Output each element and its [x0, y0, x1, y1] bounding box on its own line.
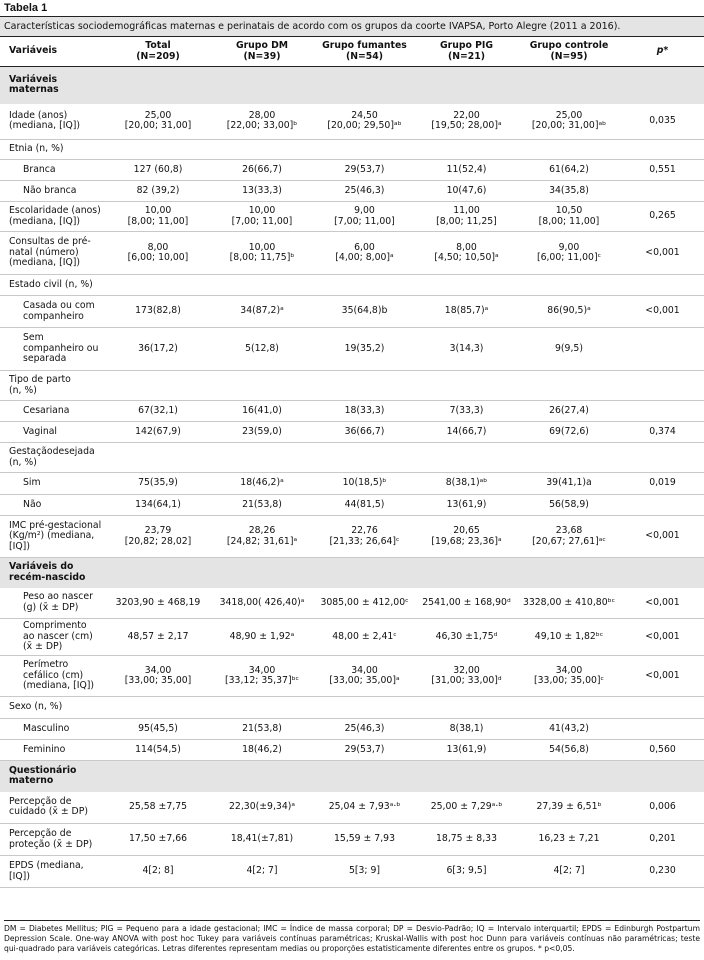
cell-value: 20,65 [19,68; 23,36]ᵃ [416, 516, 517, 558]
table-row [0, 443, 704, 473]
cell-value: 13(33,3) [211, 181, 313, 202]
row-label: Perímetro cefálico (cm) (mediana, [IQ]) [0, 656, 105, 697]
cell-value: 39(41,1)a [517, 473, 621, 495]
row-label: Sim [0, 473, 105, 495]
cell-value: 26(27,4) [517, 401, 621, 422]
cell-value: 23,68 [20,67; 27,61]ᵃᶜ [517, 516, 621, 558]
table-row [0, 495, 704, 516]
cell-value: 4[2; 7] [517, 856, 621, 888]
cell-value: 82 (39,2) [105, 181, 211, 202]
cell-value: 29(53,7) [313, 160, 416, 181]
cell-value: 5[3; 9] [313, 856, 416, 888]
table-row [0, 140, 704, 160]
cell-value: 21(53,8) [211, 495, 313, 516]
p-value [621, 371, 704, 401]
cell-value [211, 697, 313, 719]
cell-value: 18,41(±7,81) [211, 824, 313, 856]
header-grupo-dm: Grupo DM (N=39) [211, 37, 313, 67]
p-value: 0,374 [621, 422, 704, 443]
cell-value: 3203,90 ± 468,19 [105, 588, 211, 619]
cell-value: 23,79 [20,82; 28,02] [105, 516, 211, 558]
cell-value: 17,50 ±7,66 [105, 824, 211, 856]
cell-value: 2541,00 ± 168,90ᵈ [416, 588, 517, 619]
cell-value: 9,00 [6,00; 11,00]ᶜ [517, 232, 621, 275]
cell-value: 75(35,9) [105, 473, 211, 495]
cell-value: 10,50 [8,00; 11,00] [517, 202, 621, 232]
p-value: <0,001 [621, 516, 704, 558]
cell-value [517, 371, 621, 401]
table-row [0, 202, 704, 232]
section-label: Variáveis maternas [0, 67, 704, 104]
cell-value: 56(58,9) [517, 495, 621, 516]
header-grupo-pig: Grupo PIG (N=21) [416, 37, 517, 67]
cell-value: 10(47,6) [416, 181, 517, 202]
row-label: Percepção de cuidado (x̄ ± DP) [0, 792, 105, 824]
cell-value [517, 140, 621, 160]
cell-value: 46,30 ±1,75ᵈ [416, 619, 517, 656]
row-label: Branca [0, 160, 105, 181]
table-label: Tabela 1 [4, 2, 48, 14]
table-row [0, 104, 704, 140]
row-label: Casada ou com companheiro [0, 296, 105, 328]
p-value: 0,551 [621, 160, 704, 181]
table-body [0, 67, 704, 888]
cell-value: 25,04 ± 7,93ᵃ·ᵇ [313, 792, 416, 824]
table-row [0, 697, 704, 719]
header-grupo-controle: Grupo controle (N=95) [517, 37, 621, 67]
cell-value: 14(66,7) [416, 422, 517, 443]
cell-value: 36(17,2) [105, 328, 211, 371]
cell-value: 26(66,7) [211, 160, 313, 181]
cell-value [416, 697, 517, 719]
header-total: Total (N=209) [105, 37, 211, 67]
cell-value: 41(43,2) [517, 719, 621, 740]
p-value: <0,001 [621, 232, 704, 275]
p-value: 0,560 [621, 740, 704, 761]
row-label: Escolaridade (anos) (mediana, [IQ]) [0, 202, 105, 232]
p-value: 0,019 [621, 473, 704, 495]
cell-value: 19(35,2) [313, 328, 416, 371]
p-value [621, 140, 704, 160]
row-label: Vaginal [0, 422, 105, 443]
table-row [0, 422, 704, 443]
table-row [0, 473, 704, 495]
cell-value: 10,00 [8,00; 11,75]ᵇ [211, 232, 313, 275]
table-caption: Características sociodemográficas maternas e perinatais de acordo com os grupos da coorte IVAPSA, Porto Alegre (2011 a 2016). [0, 16, 704, 37]
cell-value: 18(33,3) [313, 401, 416, 422]
table-row [0, 719, 704, 740]
table-row [0, 232, 704, 275]
p-value: <0,001 [621, 296, 704, 328]
cell-value: 25(46,3) [313, 181, 416, 202]
cell-value: 11,00 [8,00; 11,25] [416, 202, 517, 232]
row-label: EPDS (mediana, [IQ]) [0, 856, 105, 888]
p-value: 0,230 [621, 856, 704, 888]
cell-value: 22,30(±9,34)ᵃ [211, 792, 313, 824]
table-row [0, 824, 704, 856]
cell-value: 15,59 ± 7,93 [313, 824, 416, 856]
cell-value [211, 140, 313, 160]
cell-value: 3(14,3) [416, 328, 517, 371]
cell-value [105, 275, 211, 296]
p-value [621, 697, 704, 719]
data-table [0, 37, 704, 888]
cell-value: 67(32,1) [105, 401, 211, 422]
cell-value: 127 (60,8) [105, 160, 211, 181]
cell-value: 22,00 [19,50; 28,00]ᵃ [416, 104, 517, 140]
row-label: Etnia (n, %) [0, 140, 105, 160]
row-label: Comprimento ao nascer (cm) (x̄ ± DP) [0, 619, 105, 656]
table-row [0, 856, 704, 888]
cell-value: 25,00 [20,00; 31,00]ᵃᵇ [517, 104, 621, 140]
cell-value: 16(41,0) [211, 401, 313, 422]
cell-value: 16,23 ± 7,21 [517, 824, 621, 856]
row-label: Gestaçãodesejada (n, %) [0, 443, 105, 473]
table-row [0, 181, 704, 202]
p-value [621, 719, 704, 740]
cell-value: 3085,00 ± 412,00ᶜ [313, 588, 416, 619]
cell-value [105, 371, 211, 401]
cell-value [416, 443, 517, 473]
cell-value: 134(64,1) [105, 495, 211, 516]
cell-value: 25,58 ±7,75 [105, 792, 211, 824]
row-label: Cesariana [0, 401, 105, 422]
cell-value: 44(81,5) [313, 495, 416, 516]
cell-value [517, 697, 621, 719]
row-label: IMC pré-gestacional (Kg/m²) (mediana, [IQ]) [0, 516, 105, 558]
row-label: Idade (anos) (mediana, [IQ]) [0, 104, 105, 140]
table-row [0, 588, 704, 619]
table-footnote: DM = Diabetes Mellitus; PIG = Pequeno para a idade gestacional; IMC = Índice de massa corporal; DP = Desvio-Padrão; IQ = Intervalo interquartil; EPDS = Edinburgh Postpartum Depression Scale. One-way ANOVA with post hoc Tukey para variáveis contínuas paramétricas; Kruskal-Wallis with post hoc Dunn para variáveis contínuas não paramétricas; teste qui-quadrado para variáveis categóricas. Letras diferentes representam medias ou proporções estatisticamente diferentes entre os grupos. * p<0,05. [4, 920, 700, 954]
p-value: <0,001 [621, 656, 704, 697]
cell-value: 8,00 [6,00; 10,00] [105, 232, 211, 275]
cell-value [105, 443, 211, 473]
p-value: 0,006 [621, 792, 704, 824]
row-label: Feminino [0, 740, 105, 761]
p-value [621, 443, 704, 473]
cell-value: 18(85,7)ᵃ [416, 296, 517, 328]
cell-value: 61(64,2) [517, 160, 621, 181]
cell-value: 10,00 [8,00; 11,00] [105, 202, 211, 232]
cell-value [211, 275, 313, 296]
table-header-row [0, 37, 704, 67]
header-grupo-fumantes: Grupo fumantes (N=54) [313, 37, 416, 67]
cell-value [517, 275, 621, 296]
section-label: Questionário materno [0, 761, 704, 792]
cell-value [416, 140, 517, 160]
p-value: 0,035 [621, 104, 704, 140]
cell-value [313, 697, 416, 719]
row-label: Peso ao nascer (g) (x̄ ± DP) [0, 588, 105, 619]
table-row [0, 328, 704, 371]
cell-value: 18,75 ± 8,33 [416, 824, 517, 856]
cell-value [105, 697, 211, 719]
section-header-row [0, 761, 704, 792]
row-label: Tipo de parto (n, %) [0, 371, 105, 401]
cell-value: 48,90 ± 1,92ᵃ [211, 619, 313, 656]
table-row [0, 516, 704, 558]
cell-value: 34,00 [33,12; 35,37]ᵇᶜ [211, 656, 313, 697]
row-label: Masculino [0, 719, 105, 740]
section-label: Variáveis do recém-nascido [0, 558, 704, 588]
cell-value: 29(53,7) [313, 740, 416, 761]
cell-value: 142(67,9) [105, 422, 211, 443]
table-row [0, 296, 704, 328]
p-value [621, 401, 704, 422]
cell-value: 25(46,3) [313, 719, 416, 740]
cell-value: 5(12,8) [211, 328, 313, 371]
cell-value: 11(52,4) [416, 160, 517, 181]
cell-value: 3328,00 ± 410,80ᵇᶜ [517, 588, 621, 619]
table-row [0, 401, 704, 422]
cell-value: 28,00 [22,00; 33,00]ᵇ [211, 104, 313, 140]
cell-value: 3418,00( 426,40)ᵃ [211, 588, 313, 619]
p-value: 0,201 [621, 824, 704, 856]
cell-value: 10(18,5)ᵇ [313, 473, 416, 495]
header-p-value: p* [621, 37, 704, 67]
cell-value: 4[2; 7] [211, 856, 313, 888]
cell-value [313, 443, 416, 473]
row-label: Estado civil (n, %) [0, 275, 105, 296]
p-value [621, 328, 704, 371]
cell-value: 9(9,5) [517, 328, 621, 371]
cell-value: 8(38,1) [416, 719, 517, 740]
cell-value: 7(33,3) [416, 401, 517, 422]
cell-value: 10,00 [7,00; 11,00] [211, 202, 313, 232]
table-row [0, 740, 704, 761]
cell-value: 114(54,5) [105, 740, 211, 761]
table-row [0, 275, 704, 296]
section-header-row [0, 67, 704, 104]
cell-value: 6,00 [4,00; 8,00]ᵃ [313, 232, 416, 275]
cell-value: 18(46,2) [211, 740, 313, 761]
cell-value: 6[3; 9,5] [416, 856, 517, 888]
cell-value: 48,00 ± 2,41ᶜ [313, 619, 416, 656]
cell-value: 34,00 [33,00; 35,00]ᵃ [313, 656, 416, 697]
cell-value: 95(45,5) [105, 719, 211, 740]
p-value [621, 495, 704, 516]
cell-value: 8(38,1)ᵃᵇ [416, 473, 517, 495]
row-label: Sexo (n, %) [0, 697, 105, 719]
p-value: <0,001 [621, 588, 704, 619]
cell-value: 32,00 [31,00; 33,00]ᵈ [416, 656, 517, 697]
cell-value [211, 371, 313, 401]
cell-value: 48,57 ± 2,17 [105, 619, 211, 656]
cell-value: 36(66,7) [313, 422, 416, 443]
cell-value: 69(72,6) [517, 422, 621, 443]
cell-value: 18(46,2)ᵃ [211, 473, 313, 495]
cell-value [313, 140, 416, 160]
cell-value: 28,26 [24,82; 31,61]ᵃ [211, 516, 313, 558]
cell-value: 25,00 [20,00; 31,00] [105, 104, 211, 140]
cell-value: 24,50 [20,00; 29,50]ᵃᵇ [313, 104, 416, 140]
p-value [621, 275, 704, 296]
cell-value: 34(35,8) [517, 181, 621, 202]
cell-value [105, 140, 211, 160]
cell-value: 34,00 [33,00; 35,00]ᶜ [517, 656, 621, 697]
row-label: Não branca [0, 181, 105, 202]
row-label: Percepção de proteção (x̄ ± DP) [0, 824, 105, 856]
cell-value: 8,00 [4,50; 10,50]ᵃ [416, 232, 517, 275]
cell-value [517, 443, 621, 473]
table-row [0, 371, 704, 401]
cell-value: 54(56,8) [517, 740, 621, 761]
row-label: Consultas de pré- natal (número) (mediana, [IQ]) [0, 232, 105, 275]
cell-value [313, 275, 416, 296]
row-label: Sem companheiro ou separada [0, 328, 105, 371]
table-row [0, 160, 704, 181]
cell-value: 13(61,9) [416, 740, 517, 761]
p-value: 0,265 [621, 202, 704, 232]
cell-value: 21(53,8) [211, 719, 313, 740]
cell-value: 9,00 [7,00; 11,00] [313, 202, 416, 232]
p-value: <0,001 [621, 619, 704, 656]
cell-value: 23(59,0) [211, 422, 313, 443]
table-row [0, 792, 704, 824]
cell-value: 4[2; 8] [105, 856, 211, 888]
table-row [0, 619, 704, 656]
cell-value: 173(82,8) [105, 296, 211, 328]
cell-value [416, 275, 517, 296]
cell-value: 27,39 ± 6,51ᵇ [517, 792, 621, 824]
cell-value [211, 443, 313, 473]
cell-value: 34,00 [33,00; 35,00] [105, 656, 211, 697]
cell-value: 22,76 [21,33; 26,64]ᶜ [313, 516, 416, 558]
cell-value: 13(61,9) [416, 495, 517, 516]
row-label: Não [0, 495, 105, 516]
cell-value: 35(64,8)b [313, 296, 416, 328]
cell-value: 34(87,2)ᵃ [211, 296, 313, 328]
cell-value: 25,00 ± 7,29ᵃ·ᵇ [416, 792, 517, 824]
cell-value [313, 371, 416, 401]
cell-value [416, 371, 517, 401]
table-row [0, 656, 704, 697]
cell-value: 49,10 ± 1,82ᵇᶜ [517, 619, 621, 656]
section-header-row [0, 558, 704, 588]
header-variaveis: Variáveis [0, 37, 105, 67]
p-value [621, 181, 704, 202]
cell-value: 86(90,5)ᵃ [517, 296, 621, 328]
